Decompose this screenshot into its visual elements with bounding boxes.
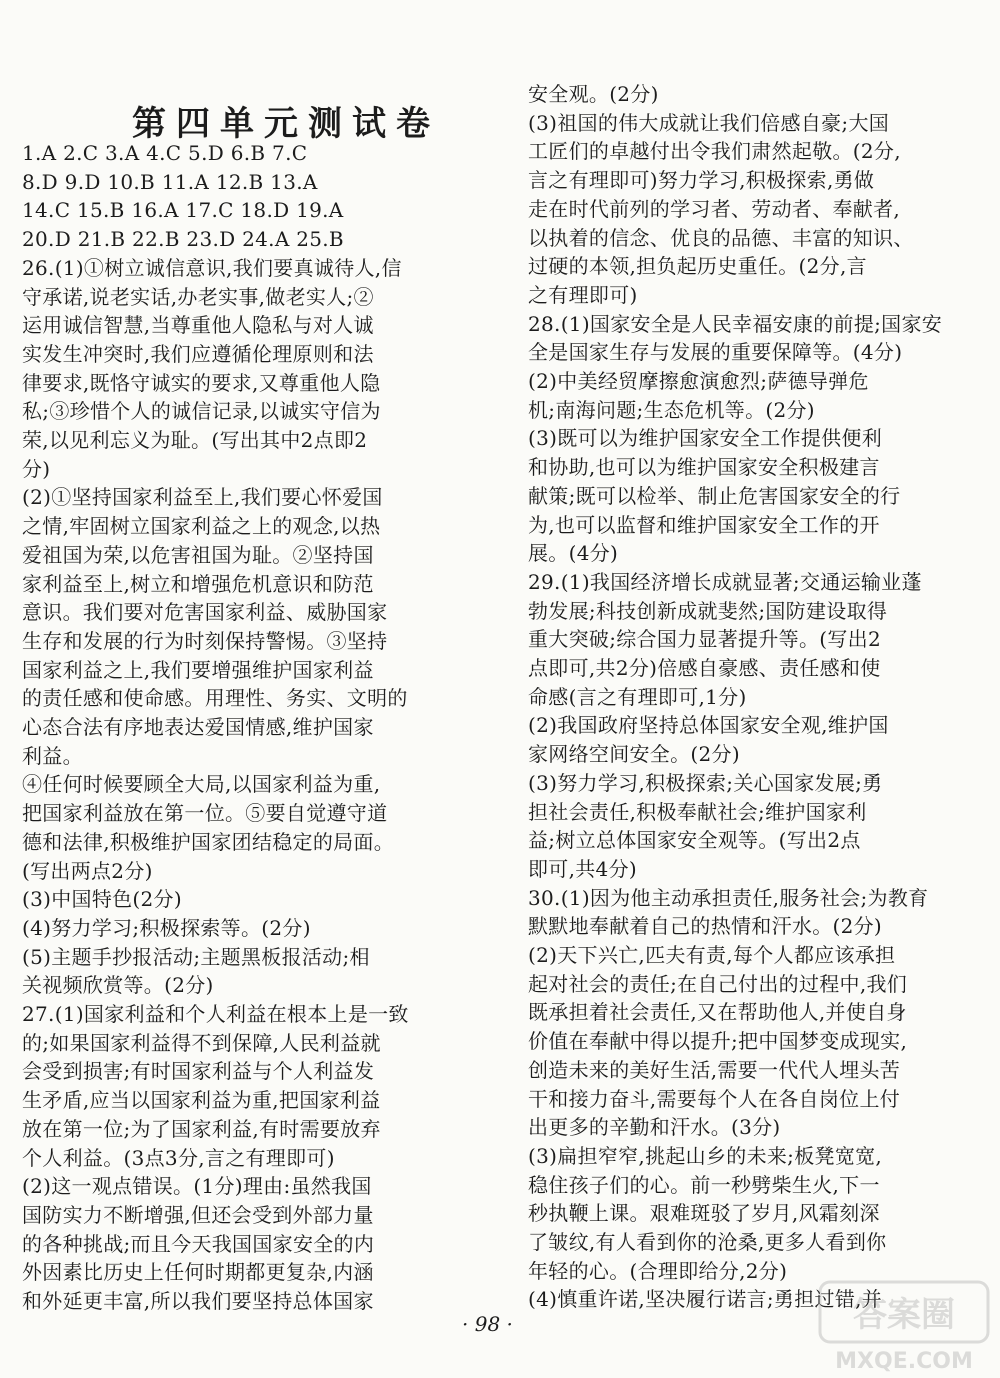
text-line: (2)我国政府坚持总体国家安全观,维护国: [528, 713, 889, 738]
text-line: 外因素比历史上任何时期都更复杂,内涵: [22, 1260, 374, 1285]
text-line: 工匠们的卓越付出令我们肃然起敬。(2分,: [528, 139, 901, 164]
text-line: (5)主题手抄报活动;主题黑板报活动;相: [22, 944, 370, 969]
text-line: 之情,牢固树立国家利益之上的观念,以热: [22, 514, 381, 539]
text-line: 献策;既可以检举、制止危害国家安全的行: [528, 483, 901, 508]
text-line: 重大突破;综合国力显著提升等。(写出2: [528, 627, 881, 652]
text-line: 28.(1)国家安全是人民幸福安康的前提;国家安: [528, 311, 943, 336]
text-line: 的责任感和使命感。用理性、务实、文明的: [22, 686, 408, 711]
text-line: 家网络空间安全。(2分): [528, 742, 740, 767]
text-line: 国防实力不断增强,但还会受到外部力量: [22, 1202, 374, 1227]
text-line: 既承担着社会责任,又在帮助他人,并使自身: [528, 1000, 907, 1025]
text-line: 律要求,既恪守诚实的要求,又尊重他人隐: [22, 370, 381, 395]
text-line: 过硬的本领,担负起历史重任。(2分,言: [528, 254, 867, 279]
text-line: (3)既可以为维护国家安全工作提供便利: [528, 426, 883, 451]
text-line: 运用诚信智慧,当尊重他人隐私与对人诚: [22, 313, 374, 338]
text-line: (4)努力学习;积极探索等。(2分): [22, 915, 311, 940]
text-line: 20.D 21.B 22.B 23.D 24.A 25.B: [22, 227, 344, 252]
text-line: 生存和发展的行为时刻保持警惕。③坚持: [22, 628, 388, 653]
text-line: 益;树立总体国家安全观等。(写出2点: [528, 828, 861, 853]
text-line: 家利益至上,树立和增强危机意识和防范: [22, 571, 374, 596]
text-line: 14.C 15.B 16.A 17.C 18.D 19.A: [22, 198, 344, 223]
text-line: 关视频欣赏等。(2分): [22, 973, 214, 998]
text-line: 创造未来的美好生活,需要一代代人埋头苦: [528, 1057, 901, 1082]
text-line: 的各种挑战;而且今天我国国家安全的内: [22, 1231, 375, 1256]
svg-text:MXQE.COM: MXQE.COM: [835, 1349, 973, 1374]
text-line: 以执着的信念、优良的品德、丰富的知识、: [528, 225, 914, 250]
text-line: 干和接力奋斗,需要每个人在各自岗位上付: [528, 1086, 901, 1111]
text-line: 言之有理即可)努力学习,积极探索,勇做: [528, 168, 875, 193]
text-line: 担社会责任,积极奉献社会;维护国家利: [528, 799, 867, 824]
text-line: (4)慎重许诺,坚决履行诺言;勇担过错,并: [528, 1287, 883, 1312]
page-title: 第四单元测试卷: [132, 104, 440, 144]
text-line: 全是国家生存与发展的重要保障等。(4分): [528, 340, 903, 365]
text-line: (2)①坚持国家利益至上,我们要心怀爱国: [22, 485, 383, 510]
text-line: ④任何时候要顾全大局,以国家利益为重,: [22, 772, 381, 797]
text-line: (写出两点2分): [22, 858, 153, 883]
text-line: 个人利益。(3点3分,言之有理即可): [22, 1145, 335, 1170]
text-line: 27.(1)国家利益和个人利益在根本上是一致: [22, 1002, 409, 1026]
text-line: 守承诺,说老实话,办老实事,做老实人;②: [22, 284, 374, 309]
text-line: 了皱纹,有人看到你的沧桑,更多人看到你: [528, 1230, 887, 1254]
text-line: (2)中美经贸摩擦愈演愈烈;萨德导弹危: [528, 369, 869, 393]
text-line: 为,也可以监督和维护国家安全工作的开: [528, 512, 880, 537]
text-line: 之有理即可): [528, 282, 638, 307]
text-line: 秒执鞭上课。艰难斑驳了岁月,风霜刻深: [528, 1201, 880, 1226]
text-line: 展。(4分): [528, 541, 619, 566]
text-line: (3)扁担窄窄,挑起山乡的未来;板凳宽宽,: [528, 1143, 883, 1168]
text-line: 安全观。(2分): [528, 82, 659, 106]
text-line: 机;南海问题;生态危机等。(2分): [528, 397, 815, 422]
watermark-logo: [818, 1278, 990, 1374]
text-line: (2)这一观点错误。(1分)理由:虽然我国: [22, 1174, 372, 1199]
text-line: 意识。我们要对危害国家利益、威胁国家: [22, 600, 388, 625]
text-line: 生矛盾,应当以国家利益为重,把国家利益: [22, 1088, 381, 1113]
text-line: 30.(1)因为他主动承担责任,服务社会;为教育: [528, 885, 929, 910]
text-line: 走在时代前列的学习者、劳动者、奉献者,: [528, 196, 901, 221]
text-line: 和外延更丰富,所以我们要坚持总体国家: [22, 1289, 374, 1313]
text-line: 私;③珍惜个人的诚信记录,以诚实守信为: [22, 399, 381, 424]
text-line: 29.(1)我国经济增长成就显著;交通运输业蓬: [528, 569, 922, 594]
text-line: 1.A 2.C 3.A 4.C 5.D 6.B 7.C: [22, 141, 308, 165]
text-line: 和协助,也可以为维护国家安全积极建言: [528, 455, 880, 480]
text-line: 心态合法有序地表达爱国情感,维护国家: [22, 715, 374, 739]
text-line: 价值在奉献中得以提升;把中国梦变成现实,: [528, 1029, 908, 1054]
text-line: 默默地奉献着自己的热情和汗水。(2分): [528, 914, 883, 939]
text-line: 实发生冲突时,我们应遵循伦理原则和法: [22, 341, 374, 366]
text-line: 会受到损害;有时国家利益与个人利益发: [22, 1059, 375, 1084]
text-line: (2)天下兴亡,匹夫有责,每个人都应该承担: [528, 943, 896, 967]
text-line: 利益。: [22, 743, 83, 768]
text-line: 命感(言之有理即可,1分): [528, 684, 747, 709]
text-line: 出更多的辛勤和汗水。(3分): [528, 1115, 781, 1140]
text-line: 点即可,共2分)倍感自豪感、责任感和使: [528, 656, 881, 680]
text-line: 荣,以见利忘义为耻。(写出其中2点即2: [22, 428, 368, 452]
text-line: (3)祖国的伟大成就让我们倍感自豪;大国: [528, 110, 890, 135]
text-line: 的;如果国家利益得不到保障,人民利益就: [22, 1030, 381, 1055]
text-line: 勃发展;科技创新成就斐然;国防建设取得: [528, 598, 888, 623]
text-line: 即可,共4分): [528, 856, 637, 881]
text-line: 把国家利益放在第一位。⑤要自觉遵守道: [22, 801, 388, 826]
text-line: (3)中国特色(2分): [22, 887, 182, 912]
text-line: (3)努力学习,积极探索;关心国家发展;勇: [528, 770, 883, 795]
text-line: 起对社会的责任;在自己付出的过程中,我们: [528, 971, 908, 996]
text-line: 德和法律,积极维护国家团结稳定的局面。: [22, 829, 395, 854]
text-line: 分): [22, 456, 51, 481]
page-number: · 98 ·: [462, 1312, 513, 1336]
text-line: 8.D 9.D 10.B 11.A 12.B 13.A: [22, 169, 318, 194]
text-line: 26.(1)①树立诚信意识,我们要真诚待人,信: [22, 255, 402, 280]
text-line: 稳住孩子们的心。前一秒劈柴生火,下一: [528, 1172, 880, 1197]
text-line: 年轻的心。(合理即给分,2分): [528, 1258, 788, 1283]
text-line: 放在第一位;为了国家利益,有时需要放弃: [22, 1116, 381, 1141]
text-line: 爱祖国为荣,以危害祖国为耻。②坚持国: [22, 542, 374, 567]
text-line: 国家利益之上,我们要增强维护国家利益: [22, 657, 374, 682]
svg-text:答案圈: 答案圈: [853, 1295, 955, 1335]
